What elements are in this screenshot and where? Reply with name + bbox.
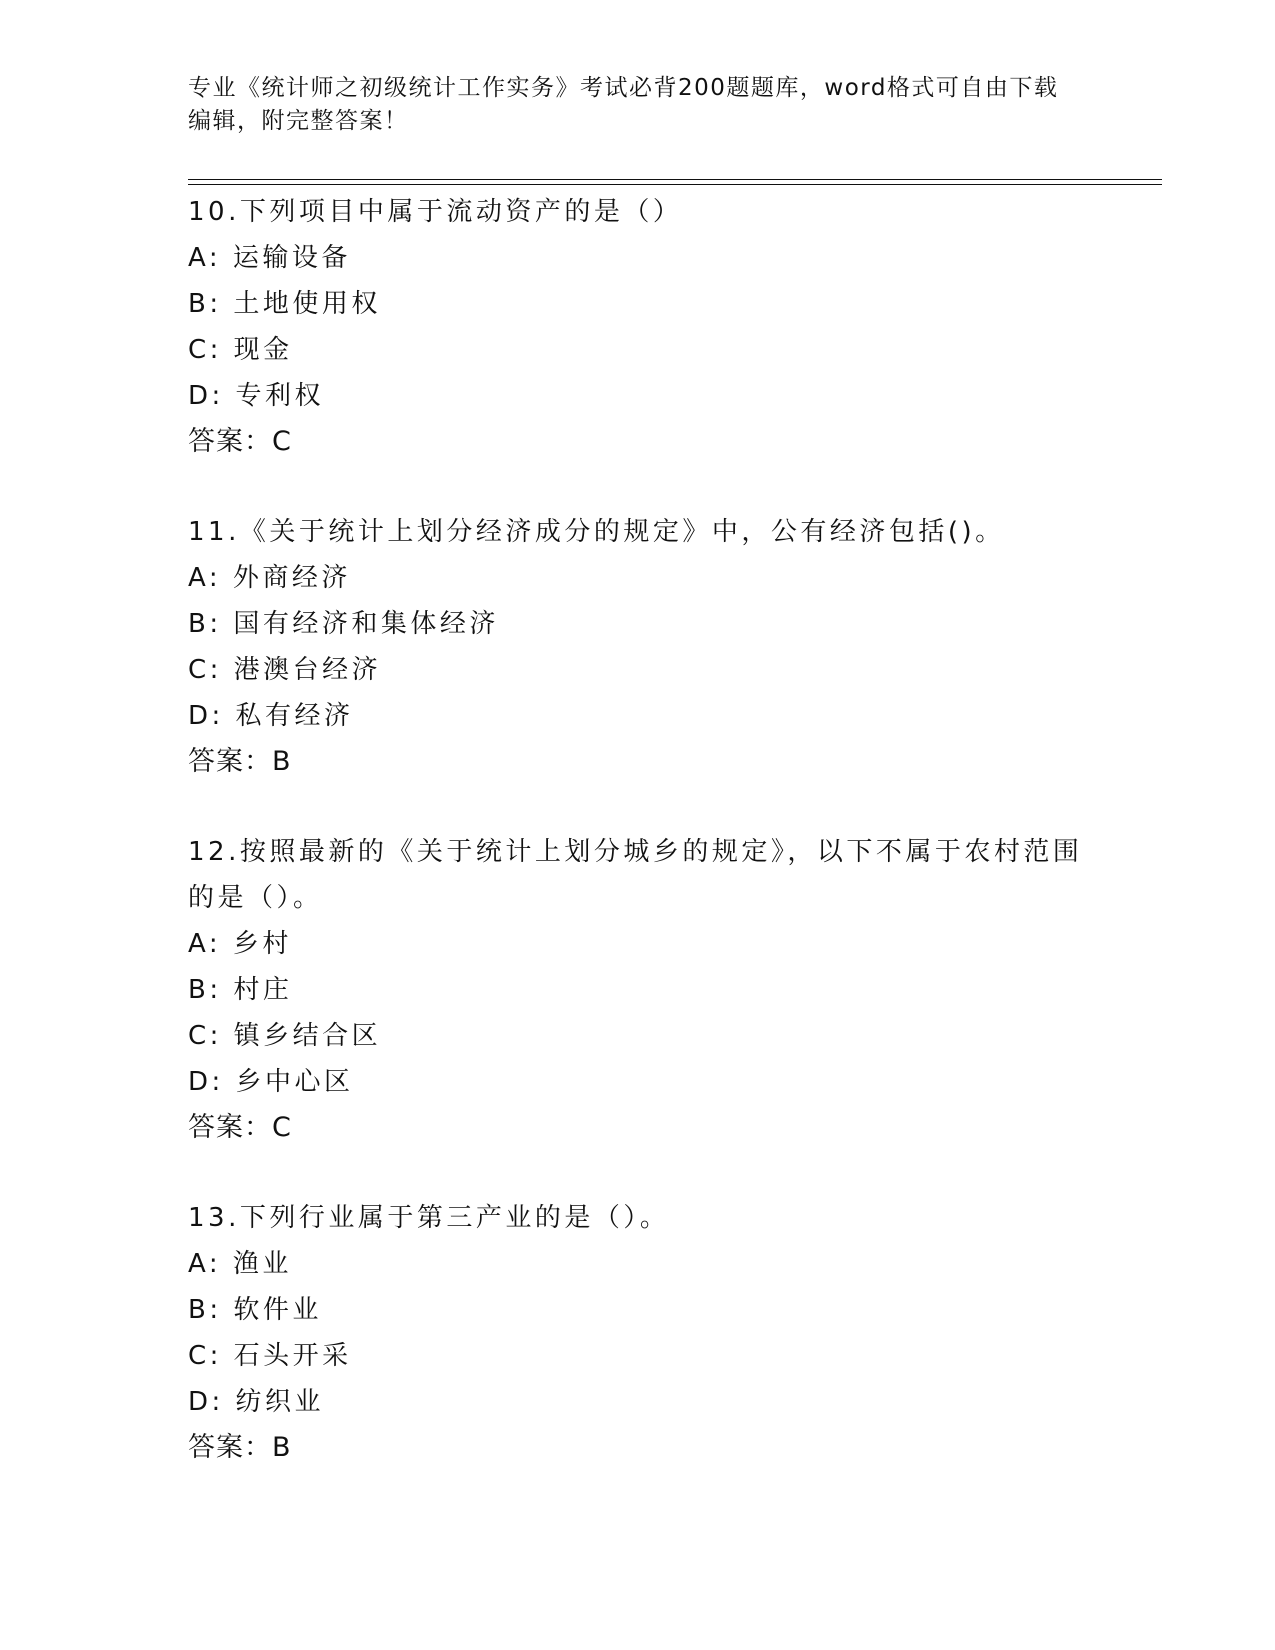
question-list bbox=[188, 189, 1088, 1515]
option-d: D: 纺织业 bbox=[188, 1387, 325, 1417]
answer-label: 答案：B bbox=[188, 746, 292, 777]
option-a: A: 外商经济 bbox=[188, 563, 351, 593]
option-d: D: 专利权 bbox=[188, 381, 325, 411]
question-13 bbox=[188, 1195, 1088, 1471]
question-stem-line-2: 的是（）。 bbox=[188, 883, 323, 913]
option-c: C: 石头开采 bbox=[188, 1341, 352, 1371]
question-stem-line-1: 12.按照最新的《关于统计上划分城乡的规定》，以下不属于农村范围 bbox=[188, 837, 1083, 867]
question-12 bbox=[188, 829, 1088, 1151]
option-b: B: 软件业 bbox=[188, 1295, 322, 1325]
question-11 bbox=[188, 509, 1088, 785]
document-header bbox=[188, 72, 1088, 138]
option-b: B: 土地使用权 bbox=[188, 289, 381, 319]
option-a: A: 运输设备 bbox=[188, 243, 351, 273]
question-stem: 13.下列行业属于第三产业的是（）。 bbox=[188, 1203, 670, 1233]
option-a: A: 渔业 bbox=[188, 1249, 292, 1279]
option-b: B: 国有经济和集体经济 bbox=[188, 609, 499, 639]
header-divider-bottom bbox=[188, 184, 1162, 185]
option-c: C: 现金 bbox=[188, 335, 293, 365]
header-line-2: 编辑，附完整答案！ bbox=[188, 108, 409, 134]
answer-label: 答案：B bbox=[188, 1432, 292, 1463]
option-c: C: 港澳台经济 bbox=[188, 655, 382, 685]
option-a: A: 乡村 bbox=[188, 929, 292, 959]
header-line-1: 专业《统计师之初级统计工作实务》考试必背200题题库，word格式可自由下载 bbox=[188, 75, 1059, 101]
question-stem: 11.《关于统计上划分经济成分的规定》中，公有经济包括()。 bbox=[188, 517, 1005, 547]
answer-label: 答案：C bbox=[188, 426, 292, 457]
header-divider-top bbox=[188, 179, 1162, 180]
question-10 bbox=[188, 189, 1088, 465]
question-stem: 10.下列项目中属于流动资产的是（） bbox=[188, 197, 683, 227]
answer-label: 答案：C bbox=[188, 1112, 292, 1143]
option-c: C: 镇乡结合区 bbox=[188, 1021, 382, 1051]
option-d: D: 私有经济 bbox=[188, 701, 354, 731]
option-d: D: 乡中心区 bbox=[188, 1067, 354, 1097]
option-b: B: 村庄 bbox=[188, 975, 293, 1005]
